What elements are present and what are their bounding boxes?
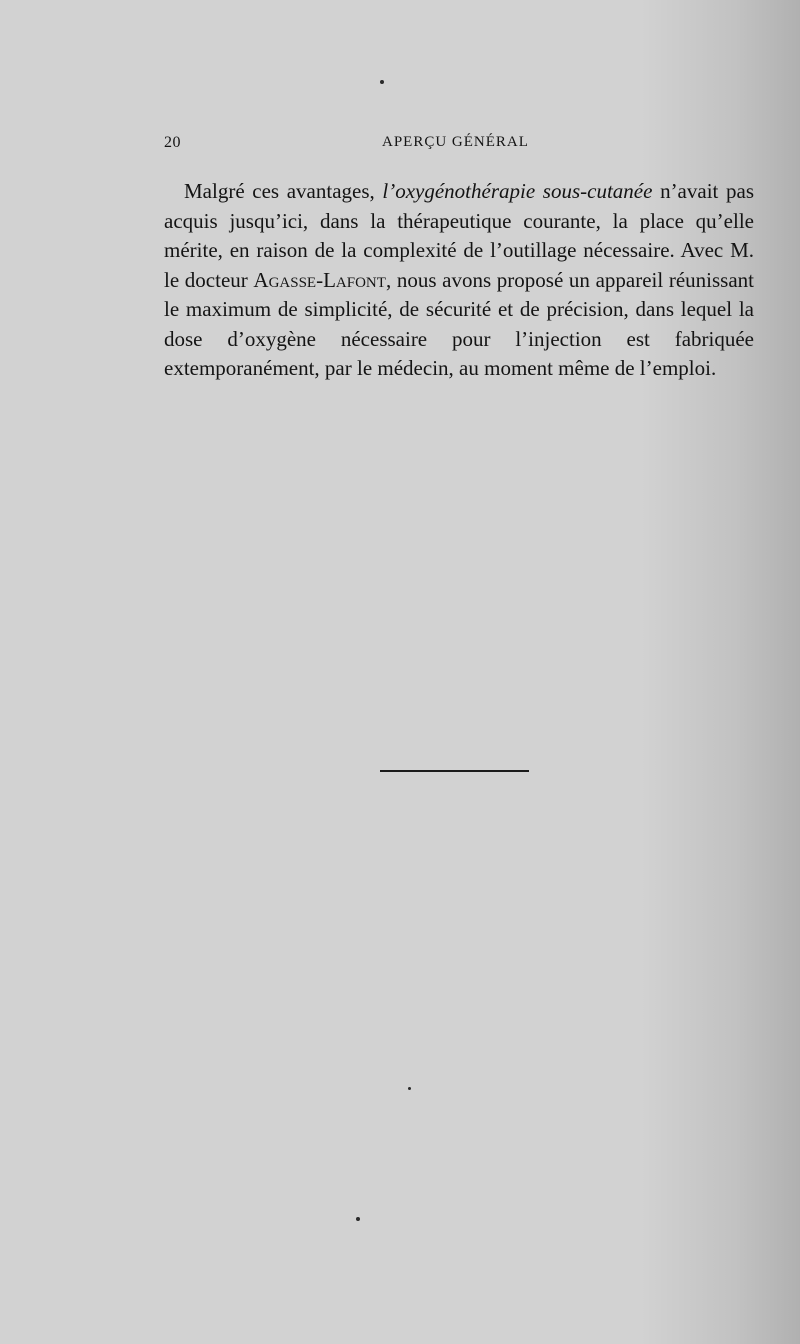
print-speck — [356, 1217, 360, 1221]
running-head-title: APERÇU GÉNÉRAL — [382, 134, 529, 150]
running-head — [164, 134, 740, 158]
print-speck — [380, 80, 384, 84]
paragraph-text-3: , nous avons proposé un appareil réunissant le maximum de simplicité, de sécurité et de précision, dans lequel la dose d’oxygène nécessaire pour l’injection est fabriquée extemporanément, par le médecin, au moment même de l’emploi. — [164, 267, 754, 380]
section-end-rule — [380, 770, 529, 772]
page-number: 20 — [164, 134, 181, 151]
author-name: Agasse-Lafont — [253, 267, 386, 292]
print-speck — [408, 1087, 411, 1090]
body-paragraph — [164, 177, 754, 384]
italic-term: l’oxygénothérapie sous-cutanée — [382, 179, 653, 203]
paragraph-text-1: Malgré ces avantages, — [184, 179, 383, 203]
paragraph-text-2: n’avait pas acquis jusqu’ici, dans la thérapeutique courante, la place qu’elle mérite, en raison de la complexité de l’outillage nécessaire. Avec M. le docteur — [164, 179, 754, 292]
